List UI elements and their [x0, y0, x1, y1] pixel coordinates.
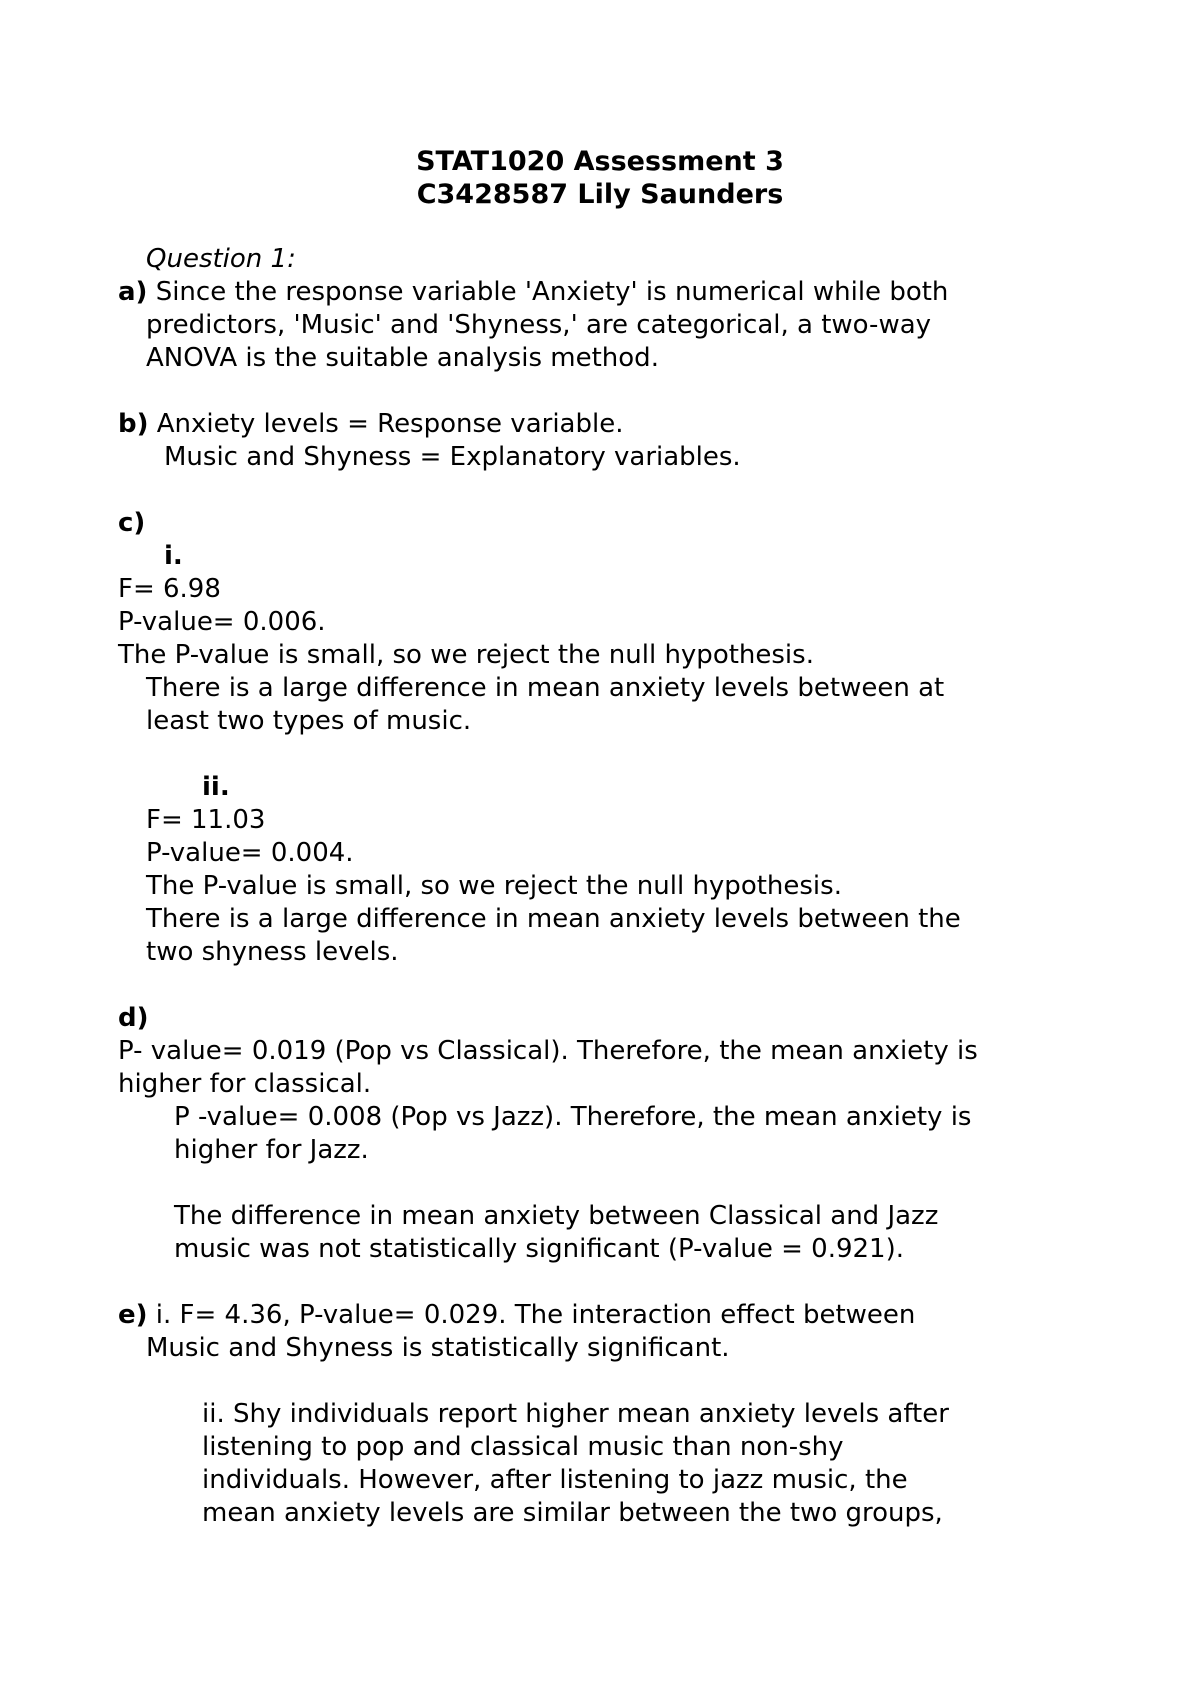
answer-c-ii-line-3: The P-value is small, so we reject the null hypothesis. — [146, 871, 842, 901]
answer-d-line-1: P- value= 0.019 (Pop vs Classical). Therefore, the mean anxiety is — [118, 1036, 978, 1066]
answer-c-i-line-3: The P-value is small, so we reject the null hypothesis. — [118, 640, 814, 670]
answer-d-label: d) — [118, 1003, 149, 1033]
answer-a-line-2: predictors, 'Music' and 'Shyness,' are categorical, a two-way — [146, 310, 932, 340]
answer-e-line-5: individuals. However, after listening to jazz music, the — [202, 1465, 908, 1495]
answer-e-line-6: mean anxiety levels are similar between the two groups, — [202, 1498, 943, 1528]
answer-c-ii-label: ii. — [202, 772, 230, 802]
answer-e-line-1 — [118, 1299, 915, 1332]
answer-c-i-line-1: F= 6.98 — [118, 574, 221, 604]
answer-c-i-label: i. — [164, 541, 183, 571]
answer-b-label: b) — [118, 409, 149, 439]
answer-b-line-2: Music and Shyness = Explanatory variables. — [164, 442, 741, 472]
answer-a-label: a) — [118, 277, 148, 307]
answer-e-label: e) — [118, 1300, 148, 1330]
answer-e-text-1: i. F= 4.36, P-value= 0.029. The interaction effect between — [147, 1300, 916, 1330]
answer-b-line-1 — [118, 408, 623, 441]
answer-c-ii-line-1: F= 11.03 — [146, 805, 266, 835]
answer-b-text-1: Anxiety levels = Response variable. — [148, 409, 624, 439]
answer-d-line-3: P -value= 0.008 (Pop vs Jazz). Therefore, the mean anxiety is — [174, 1102, 972, 1132]
question-heading: Question 1: — [146, 244, 296, 274]
answer-d-line-6: music was not statistically significant (P-value = 0.921). — [174, 1234, 904, 1264]
document-title: STAT1020 Assessment 3 — [416, 146, 784, 177]
document-author: C3428587 Lily Saunders — [416, 179, 784, 210]
answer-d-line-5: The difference in mean anxiety between Classical and Jazz — [174, 1201, 939, 1231]
answer-e-line-2: Music and Shyness is statistically significant. — [146, 1333, 730, 1363]
answer-c-ii-line-4: There is a large difference in mean anxiety levels between the — [146, 904, 961, 934]
answer-c-i-line-2: P-value= 0.006. — [118, 607, 326, 637]
answer-e-line-3: ii. Shy individuals report higher mean anxiety levels after — [202, 1399, 949, 1429]
answer-c-i-line-4: There is a large difference in mean anxiety levels between at — [146, 673, 945, 703]
answer-e-line-4: listening to pop and classical music than non-shy — [202, 1432, 844, 1462]
answer-d-line-2: higher for classical. — [118, 1069, 372, 1099]
answer-a-line-1 — [118, 276, 948, 309]
answer-d-line-4: higher for Jazz. — [174, 1135, 369, 1165]
answer-a-text-1: Since the response variable 'Anxiety' is numerical while both — [147, 277, 949, 307]
answer-c-ii-line-2: P-value= 0.004. — [146, 838, 354, 868]
answer-c-ii-line-5: two shyness levels. — [146, 937, 399, 967]
answer-a-line-3: ANOVA is the suitable analysis method. — [146, 343, 659, 373]
answer-c-label: c) — [118, 508, 146, 538]
answer-c-i-line-5: least two types of music. — [146, 706, 472, 736]
